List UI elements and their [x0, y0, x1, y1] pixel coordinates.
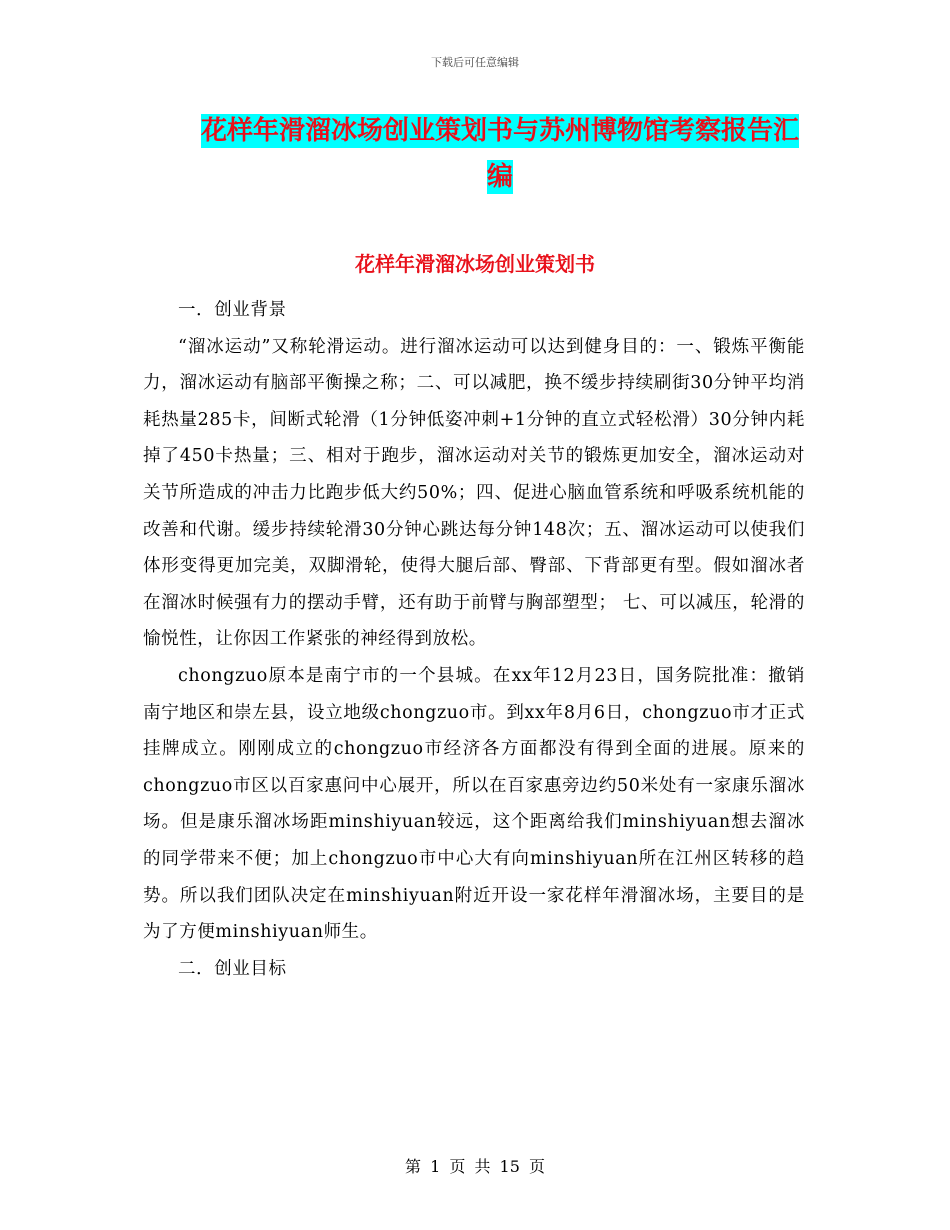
document-title-highlight: 花样年滑溜冰场创业策划书与苏州博物馆考察报告汇编 [200, 116, 799, 192]
page-footer: 第 1 页 共 15 页 [405, 1157, 545, 1176]
paragraph-skating-benefits: “溜冰运动”又称轮滑运动。进行溜冰运动可以达到健身目的：一、锻炼平衡能力，溜冰运动有脑部平衡操之称；二、可以减肥，换不缓步持续刷街30分钟平均消耗热量285卡，间断式轮滑（1分钟低姿冲刺+1分钟的直立式轻松滑）30分钟内耗掉了450卡热量；三、相对于跑步，溜冰运动对关节的锻炼更加安全，溜冰运动对关节所造成的冲击力比跑步低大约50%；四、促进心脑血管系统和呼吸系统机能的改善和代谢。缓步持续轮滑30分钟心跳达每分钟148次；五、溜冰运动可以使我们体形变得更加完美，双脚滑轮，使得大腿后部、臀部、下背部更有型。假如溜冰者在溜冰时候强有力的摆动手臂，还有助于前臂与胸部塑型； 七、可以减压，轮滑的愉悦性，让你因工作紧张的神经得到放松。 [143, 336, 805, 650]
section-title: 花样年滑溜冰场创业策划书 [355, 252, 595, 276]
heading-goals: 二．创业目标 [178, 958, 287, 979]
paragraph-chongzuo-context: chongzuo原本是南宁市的一个县城。在xx年12月23日，国务院批准：撤销南宁地区和崇左县，设立地级chongzuo市。到xx年8月6日，chongzuo市才正式挂牌成立。刚刚成立的chongzuo市经济各方面都没有得到全面的进展。原来的chongzuo市区以百家惠问中心展开，所以在百家惠旁边约50米处有一家康乐溜冰场。但是康乐溜冰场距minshiyuan较远，这个距离给我们minshiyuan想去溜冰的同学带来不便；加上chongzuo市中心大有向minshiyuan所在江州区转移的趋势。所以我们团队决定在minshiyuan附近开设一家花样年滑溜冰场，主要目的是为了方便minshiyuan师生。 [143, 665, 805, 943]
heading-background: 一．创业背景 [178, 300, 287, 320]
document-body [143, 292, 805, 987]
page-header-note: 下载后可任意编辑 [431, 56, 519, 69]
document-title [190, 108, 810, 200]
